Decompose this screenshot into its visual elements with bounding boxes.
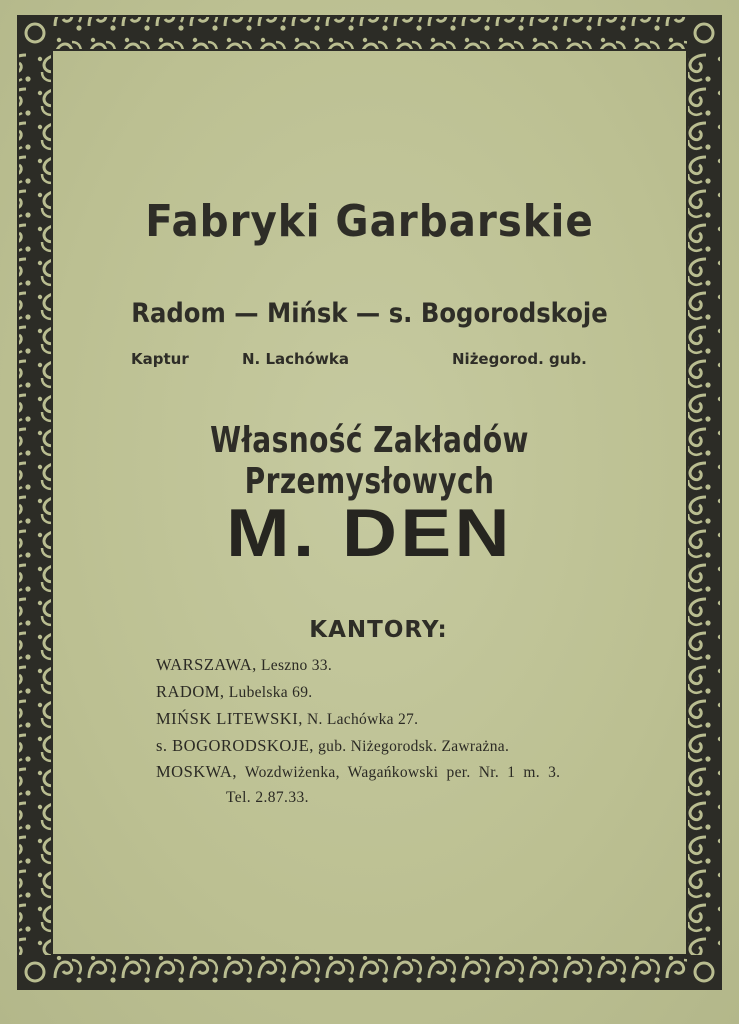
office-entry xyxy=(156,762,560,782)
office-address: Leszno 33. xyxy=(261,657,333,674)
office-address: N. Lachówka 27. xyxy=(307,711,419,728)
sub-location-lachowka: N. Lachówka xyxy=(242,350,349,368)
telephone-number: Tel. 2.87.33. xyxy=(226,789,309,806)
city-list: Radom — Mińsk — s. Bogorodskoje xyxy=(131,298,608,329)
sub-location-kaptur: Kaptur xyxy=(131,350,189,368)
office-entry xyxy=(156,736,509,756)
ownership-line: Własność Zakładów Przemysłowych xyxy=(210,420,529,502)
office-address: gub. Niżegorodsk. Zawrażna. xyxy=(318,738,510,755)
office-city: MIŃSK LITEWSKI, xyxy=(156,709,303,728)
office-city: s. BOGORODSKOJE, xyxy=(156,736,314,755)
firm-name: M. DEN xyxy=(226,495,513,571)
sub-location-gub: Niżegorod. gub. xyxy=(452,350,587,368)
offices-heading: KANTORY: xyxy=(309,617,448,643)
office-entry xyxy=(156,655,332,675)
office-city: MOSKWA, xyxy=(156,762,237,781)
office-entry xyxy=(156,682,312,702)
page-title: Fabryki Garbarskie xyxy=(145,196,594,247)
office-entry xyxy=(156,709,418,729)
office-city: WARSZAWA, xyxy=(156,655,257,674)
office-address: Lubelska 69. xyxy=(228,684,313,701)
office-address: Wozdwiżenka, Wagańkowski per. Nr. 1 m. 3. xyxy=(244,764,561,781)
office-city: RADOM, xyxy=(156,682,225,701)
